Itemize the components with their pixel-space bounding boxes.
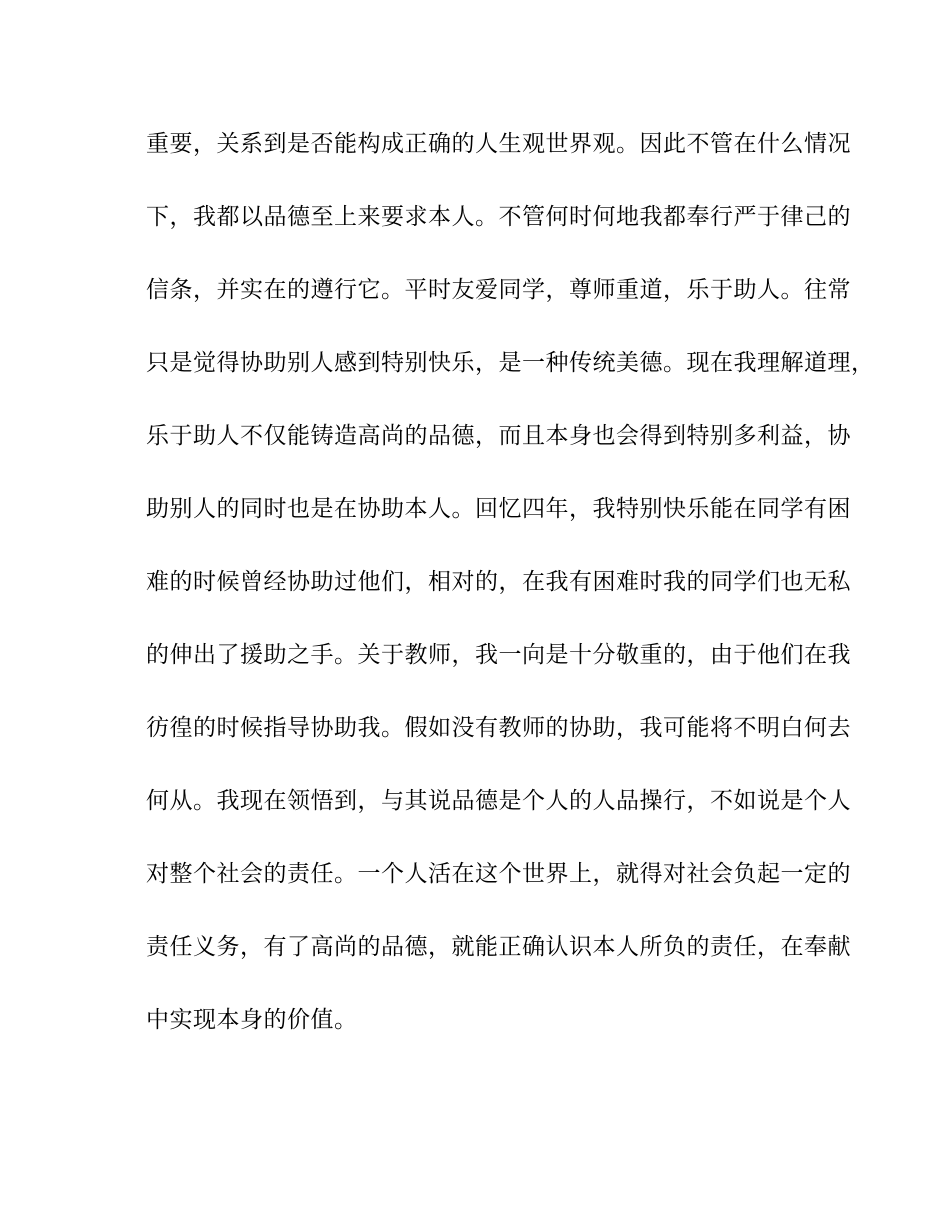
text-line-1: 重要，关系到是否能构成正确的人生观世界观。因此不管在什么情况 (146, 131, 851, 157)
text-line-5: 乐于助人不仅能铸造高尚的品德，而且本身也会得到特别多利益，协 (146, 423, 851, 449)
text-line-6: 助别人的同时也是在协助本人。回忆四年，我特别快乐能在同学有困 (146, 496, 851, 522)
text-line-4: 只是觉得协助别人感到特别快乐，是一种传统美德。现在我理解道理， (146, 350, 875, 376)
text-line-8: 的伸出了援助之手。关于教师，我一向是十分敬重的，由于他们在我 (146, 642, 851, 668)
text-line-10: 何从。我现在领悟到，与其说品德是个人的人品操行，不如说是个人 (146, 788, 851, 814)
text-line-7: 难的时候曾经协助过他们，相对的，在我有困难时我的同学们也无私 (146, 569, 851, 595)
body-paragraph (146, 124, 875, 1073)
text-line-2: 下，我都以品德至上来要求本人。不管何时何地我都奉行严于律己的 (146, 204, 851, 230)
text-line-12: 责任义务，有了高尚的品德，就能正确认识本人所负的责任，在奉献 (146, 934, 851, 960)
text-line-13: 中实现本身的价值。 (146, 1007, 358, 1033)
text-line-3: 信条，并实在的遵行它。平时友爱同学，尊师重道，乐于助人。往常 (146, 277, 851, 303)
text-line-11: 对整个社会的责任。一个人活在这个世界上，就得对社会负起一定的 (146, 861, 851, 887)
text-line-9: 彷徨的时候指导协助我。假如没有教师的协助，我可能将不明白何去 (146, 715, 851, 741)
